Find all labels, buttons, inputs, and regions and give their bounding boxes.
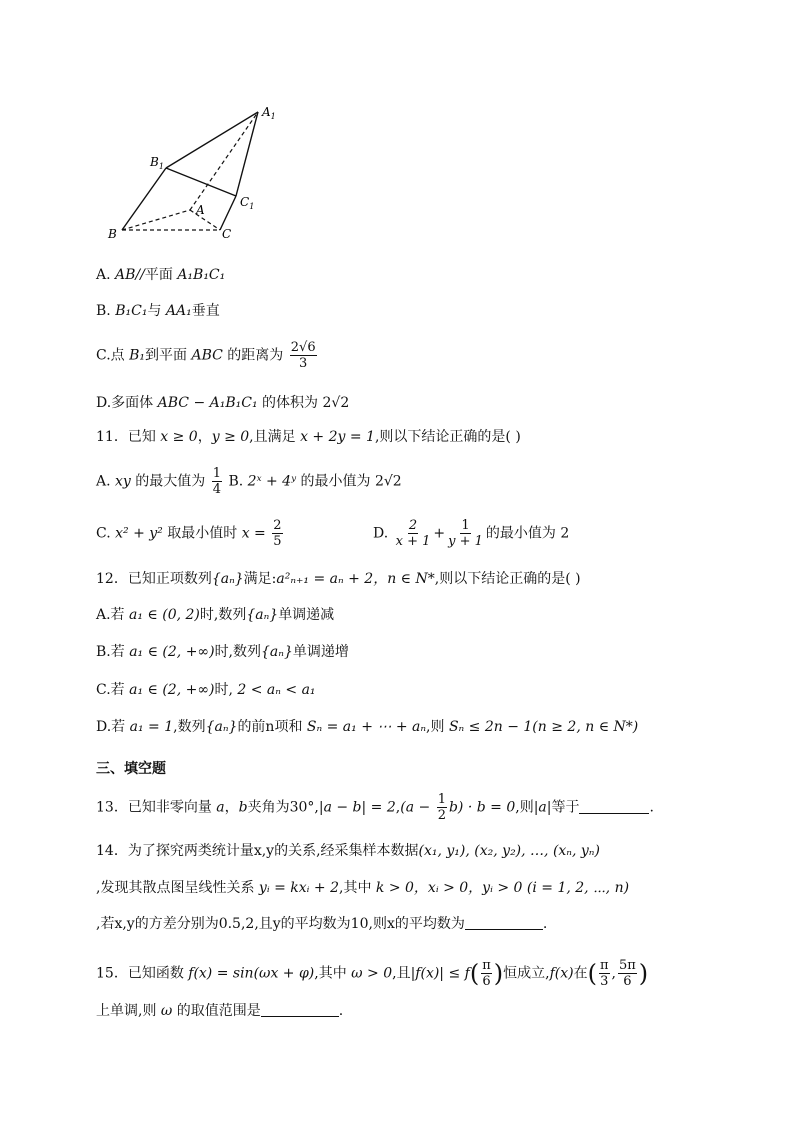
fraction-pi-over-6: $\frac{\pi}{6}$ (482, 958, 491, 989)
q11-option-d: D. $\frac{2}{x + 1}$ + $\frac{1}{y + 1}$ 的最小值为 2 (373, 518, 570, 549)
q13-text: 13．已知非零向量 a，b夹角为30°,|a − b| = 2,(a − $\frac{1}{2}$ b) · b = 0,则|a|等于 . (96, 792, 654, 823)
prism-figure (100, 98, 280, 246)
fraction-pi-over-3: $\frac{\pi}{3}$ (599, 958, 609, 989)
q14-line3: ,若x,y的方差分别为0.5,2,且y的平均数为10,则x的平均数为 . (96, 916, 548, 932)
label-B: B (108, 227, 117, 241)
q11-stem: 11．已知 x ≥ 0，y ≥ 0,且满足 x + 2y = 1,则以下结论正确的是( ) (96, 429, 521, 445)
q10-option-d: D.多面体 ABC − A₁B₁C₁ 的体积为 2√2 (96, 395, 350, 411)
fraction-1-over-4: $\frac{1}{4}$ (212, 466, 222, 497)
fraction-2root6-over-3: $\frac{2√6}{3}$ (290, 340, 316, 371)
label-C: C (222, 227, 232, 241)
answer-blank-14[interactable] (465, 915, 543, 930)
edge-B1-C1 (166, 168, 236, 196)
q10-option-b: B. B₁C₁与 AA₁垂直 (96, 303, 220, 319)
answer-blank-13[interactable] (579, 799, 649, 814)
section-heading-fill-in: 三、填空题 (96, 761, 166, 777)
edge-A1-C1 (236, 112, 258, 196)
q10-option-c: C.点 B₁到平面 ABC 的距离为 $\frac{2√6}{3}$ (96, 340, 316, 371)
q12-option-b: B.若 a₁ ∈ (2, +∞)时,数列{aₙ}单调递增 (96, 644, 349, 660)
q14-line2: ,发现其散点图呈线性关系 yᵢ = kxᵢ + 2,其中 k > 0，xᵢ > 0，yᵢ > 0 (i = 1, 2, ⋯, n) (96, 880, 630, 896)
edge-B-B1 (122, 168, 166, 230)
label-C1: $C_1$ (240, 195, 255, 211)
q11-option-c: C. x² + y² 取最小值时 x = $\frac{2}{5}$ (96, 518, 282, 549)
q12-stem: 12．已知正项数列{aₙ}满足:a²ₙ₊₁ = aₙ + 2，n ∈ N*,则以下结论正确的是( ) (96, 571, 581, 587)
q14-line1: 14．为了探究两类统计量x,y的关系,经采集样本数据(x₁, y₁), (x₂, y₂), …, (xₙ, yₙ) (96, 843, 600, 859)
q15-line2: 上单调,则 ω 的取值范围是 . (96, 1003, 344, 1019)
q15-line1: 15．已知函数 f(x) = sin(ωx + φ),其中 ω > 0,且|f(x)| ≤ f( $\frac{\pi}{6}$ )恒成立,f(x)在( $\frac{\pi}{3}$ , $\frac{5\pi}{6}$ ) (96, 958, 649, 989)
q12-option-a: A.若 a₁ ∈ (0, 2)时,数列{aₙ}单调递减 (96, 607, 335, 623)
label-A: A (196, 203, 205, 217)
edge-C1-C (220, 196, 236, 230)
edge-B1-A1 (166, 112, 258, 168)
q10-option-a: A. AB//平面 A₁B₁C₁ (96, 267, 226, 283)
fraction-1-over-y1: $\frac{1}{y + 1}$ (448, 518, 483, 549)
answer-blank-15[interactable] (261, 1002, 339, 1017)
edge-B-A-dashed (122, 210, 190, 230)
label-A1: $A_1$ (262, 105, 276, 121)
fraction-1-over-2: $\frac{1}{2}$ (437, 792, 446, 823)
q12-option-d: D.若 a₁ = 1,数列{aₙ}的前n项和 Sₙ = a₁ + ⋯ + aₙ,则 Sₙ ≤ 2n − 1(n ≥ 2, n ∈ N*) (96, 719, 639, 735)
fraction-2-over-5: $\frac{2}{5}$ (273, 518, 282, 549)
label-B1: $B_1$ (150, 155, 164, 171)
fraction-5pi-over-6: $\frac{5\pi}{6}$ (618, 958, 636, 989)
q12-option-c: C.若 a₁ ∈ (2, +∞)时, 2 < aₙ < a₁ (96, 682, 316, 698)
q11-options-ab: A. xy 的最大值为 $\frac{1}{4}$ B. 2ˣ + 4ʸ 的最小值为 2√2 (96, 466, 402, 497)
fraction-2-over-x1: $\frac{2}{x + 1}$ (395, 518, 431, 549)
edge-A-C-dashed (190, 210, 220, 230)
